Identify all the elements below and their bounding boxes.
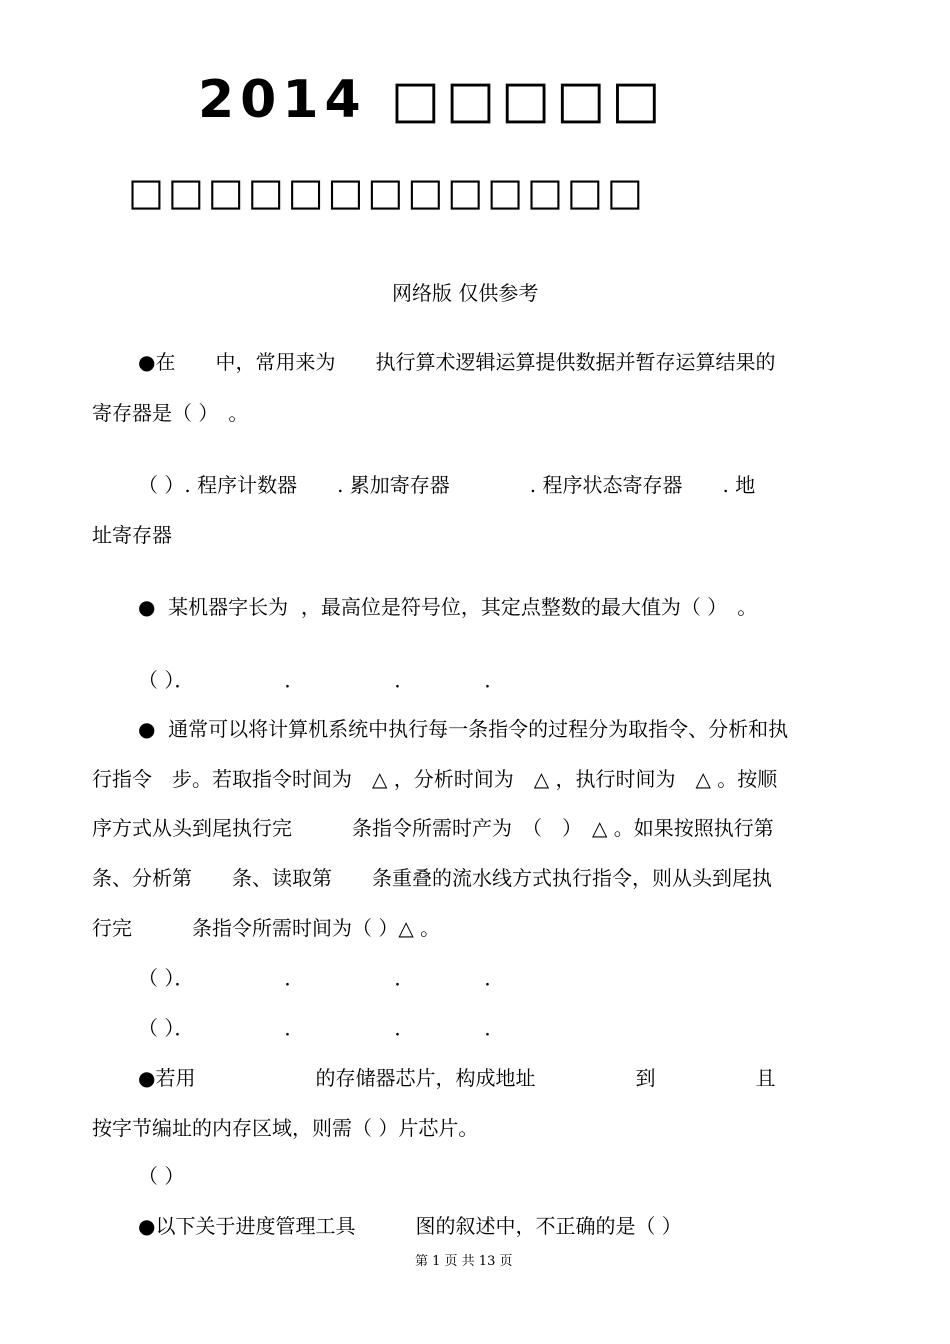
question-2-options: （ ）． ． ． ． — [138, 668, 505, 692]
question-4-stem-cont: 按字节编址的内存区域，则需（ ）片芯片。 — [92, 1116, 479, 1140]
document-title: 2014 □□□□□ — [198, 70, 667, 130]
question-5-stem: ●以下关于进度管理工具 图的叙述中，不正确的是（ ） — [138, 1214, 682, 1238]
question-3-stem-line-5: 行完 条指令所需时间为（ ）△ 。 — [92, 916, 441, 940]
question-3-options-b: （ ）． ． ． ． — [138, 1016, 505, 1040]
question-1-options-cont: 址寄存器 — [92, 523, 172, 547]
question-1-options: （ ）. 程序计数器 . 累加寄存器 . 程序状态寄存器 . 地 — [138, 473, 756, 497]
question-4-options: （ ） — [138, 1164, 185, 1188]
question-3-stem: ● 通常可以将计算机系统中执行每一条指令的过程分为取指令、分析和执 — [138, 717, 789, 741]
edition-note: 网络版 仅供参考 — [392, 281, 539, 305]
document-subtitle: □□□□□□□□□□□□□ — [128, 170, 647, 214]
question-2-stem: ● 某机器字长为 ，最高位是符号位，其定点整数的最大值为（ ） 。 — [138, 595, 758, 619]
question-3-stem-line-2: 行指令 步。若取指令时间为 △ ，分析时间为 △ ，执行时间为 △ 。按顺 — [92, 767, 778, 791]
question-3-options-a: （ ）． ． ． ． — [138, 966, 505, 990]
question-1-stem: ●在 中，常用来为 执行算术逻辑运算提供数据并暂存运算结果的 — [138, 350, 776, 374]
page-footer: 第 1 页 共 13 页 — [415, 1254, 513, 1269]
question-3-stem-line-4: 条、分析第 条、读取第 条重叠的流水线方式执行指令，则从头到尾执 — [92, 866, 772, 890]
question-1-stem-cont: 寄存器是（ ） 。 — [92, 401, 249, 425]
question-4-stem: ●若用 的存储器芯片，构成地址 到 且 — [138, 1066, 776, 1090]
question-3-stem-line-3: 序方式从头到尾执行完 条指令所需时产为 （ ） △ 。如果按照执行第 — [92, 816, 774, 840]
